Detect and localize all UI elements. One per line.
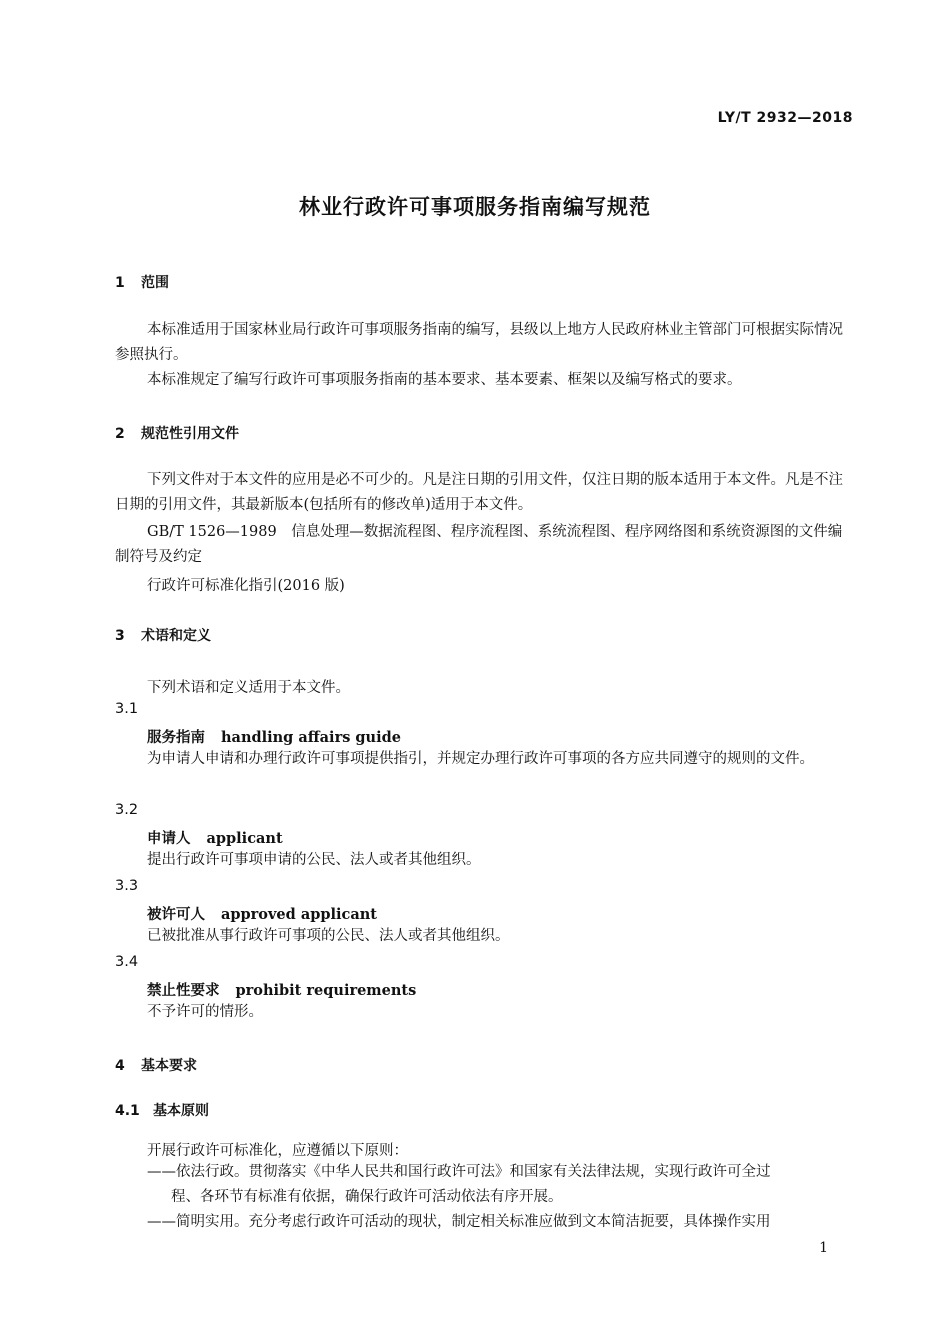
term-number: 3.2: [115, 802, 139, 818]
term-title: 服务指南 handling affairs guide: [147, 729, 401, 746]
section-2-heading: 2 规范性引用文件: [115, 426, 239, 442]
term-definition: 已被批准从事行政许可事项的公民、法人或者其他组织。: [147, 928, 510, 944]
reference-gb-t-1526: GB/T 1526—1989 信息处理—数据流程图、程序流程图、系统流程图、程序网络图和系统资源图的文件编制符号及约定: [115, 524, 843, 565]
section-4-1-intro: 开展行政许可标准化，应遵循以下原则：: [147, 1143, 408, 1159]
term-title: 申请人 applicant: [147, 830, 283, 847]
subsection-4-1-heading: 4.1 基本原则: [115, 1103, 209, 1119]
standard-number: LY/T 2932—2018: [717, 110, 853, 126]
section-3-heading: 3 术语和定义: [115, 628, 211, 644]
term-definition: 为申请人申请和办理行政许可事项提供指引，并规定办理行政许可事项的各方应共同遵守的规则的文件。: [147, 751, 814, 767]
term-title: 禁止性要求 prohibit requirements: [147, 982, 417, 999]
section-4-heading: 4 基本要求: [115, 1058, 197, 1074]
principle-item: ——依法行政。贯彻落实《中华人民共和国行政许可法》和国家有关法律法规，实现行政许可全过 程、各环节有标准有依据，确保行政许可活动依法有序开展。: [147, 1164, 771, 1205]
section-1-paragraph-1: 本标准适用于国家林业局行政许可事项服务指南的编写，县级以上地方人民政府林业主管部门可根据实际情况参照执行。: [115, 322, 843, 363]
term-definition: 不予许可的情形。: [147, 1004, 263, 1020]
section-1-heading: 1 范围: [115, 275, 169, 291]
term-definition: 提出行政许可事项申请的公民、法人或者其他组织。: [147, 852, 481, 868]
principle-item: ——简明实用。充分考虑行政许可活动的现状，制定相关标准应做到文本简洁扼要，具体操作实用: [147, 1214, 771, 1230]
page-number: 1: [819, 1240, 828, 1256]
term-title: 被许可人 approved applicant: [147, 906, 377, 923]
document-title: 林业行政许可事项服务指南编写规范: [299, 195, 651, 219]
term-number: 3.3: [115, 878, 139, 894]
section-1-paragraph-2: 本标准规定了编写行政许可事项服务指南的基本要求、基本要素、框架以及编写格式的要求。: [147, 372, 742, 388]
term-number: 3.4: [115, 954, 139, 970]
section-2-paragraph: 下列文件对于本文件的应用是必不可少的。凡是注日期的引用文件，仅注日期的版本适用于本文件。凡是不注日期的引用文件，其最新版本(包括所有的修改单)适用于本文件。: [115, 472, 843, 513]
section-3-intro: 下列术语和定义适用于本文件。: [147, 680, 350, 696]
term-number: 3.1: [115, 701, 139, 717]
reference-guideline-2016: 行政许可标准化指引(2016 版): [147, 578, 345, 594]
